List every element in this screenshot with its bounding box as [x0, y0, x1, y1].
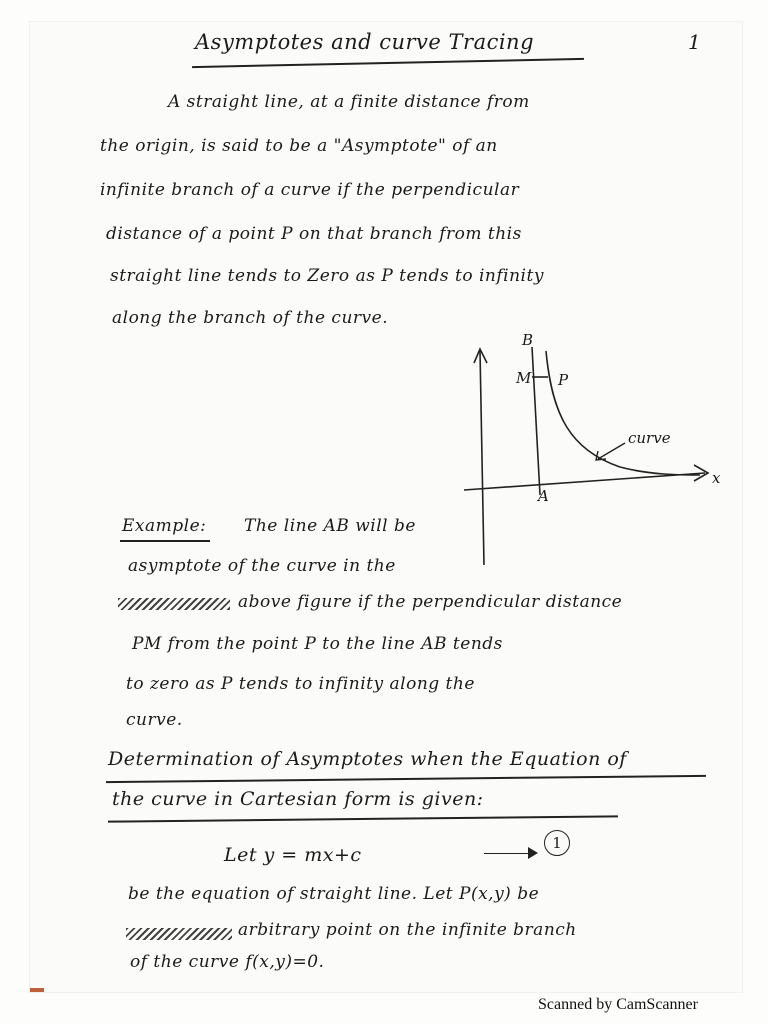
curve-path [546, 351, 700, 475]
curve-pointer [598, 443, 625, 459]
closing-line: of the curve f(x,y)=0. [130, 952, 325, 972]
struck-out-word [126, 928, 232, 940]
section-heading: Determination of Asymptotes when the Equation of [108, 748, 627, 770]
closing-line: arbitrary point on the infinite branch [238, 920, 577, 940]
asymptote-line-ab [532, 347, 540, 495]
equation-arrow-line [484, 853, 534, 854]
label-curve: curve [628, 429, 671, 447]
label-x: x [712, 469, 721, 487]
intro-line: the origin, is said to be a "Asymptote" of an [100, 136, 498, 156]
example-underline [120, 540, 210, 542]
intro-line: along the branch of the curve. [112, 308, 389, 328]
intro-line: distance of a point P on that branch from this [106, 224, 522, 244]
struck-out-word [118, 598, 230, 610]
equation-arrow-head [528, 847, 538, 859]
figure-svg [420, 325, 750, 575]
label-b: B [522, 331, 534, 349]
closing-line: be the equation of straight line. Let P(x,y) be [128, 884, 540, 904]
section-heading: the curve in Cartesian form is given: [112, 788, 484, 810]
example-line: curve. [126, 710, 183, 730]
page-title: Asymptotes and curve Tracing [195, 30, 535, 54]
example-line: above figure if the perpendicular distance [238, 592, 623, 612]
intro-line: infinite branch of a curve if the perpendicular [100, 180, 520, 200]
page-number: 1 [688, 30, 702, 54]
scanner-watermark: Scanned by CamScanner [538, 996, 698, 1013]
example-line: asymptote of the curve in the [128, 556, 396, 576]
y-axis [480, 351, 484, 565]
asymptote-figure [420, 325, 750, 575]
label-p: P [558, 371, 569, 389]
label-m: M [516, 369, 532, 387]
intro-line: straight line tends to Zero as P tends to infinity [110, 266, 544, 286]
example-line: to zero as P tends to infinity along the [126, 674, 475, 694]
example-line: The line AB will be [244, 516, 416, 536]
scan-edge-mark [30, 988, 44, 992]
equation: Let y = mx+c [224, 844, 362, 866]
x-axis [464, 473, 705, 490]
equation-ref-circle: 1 [544, 830, 570, 856]
example-line: PM from the point P to the line AB tends [132, 634, 503, 654]
example-label: Example: [122, 516, 207, 536]
intro-line: A straight line, at a finite distance from [168, 92, 530, 112]
label-a: A [538, 487, 549, 505]
